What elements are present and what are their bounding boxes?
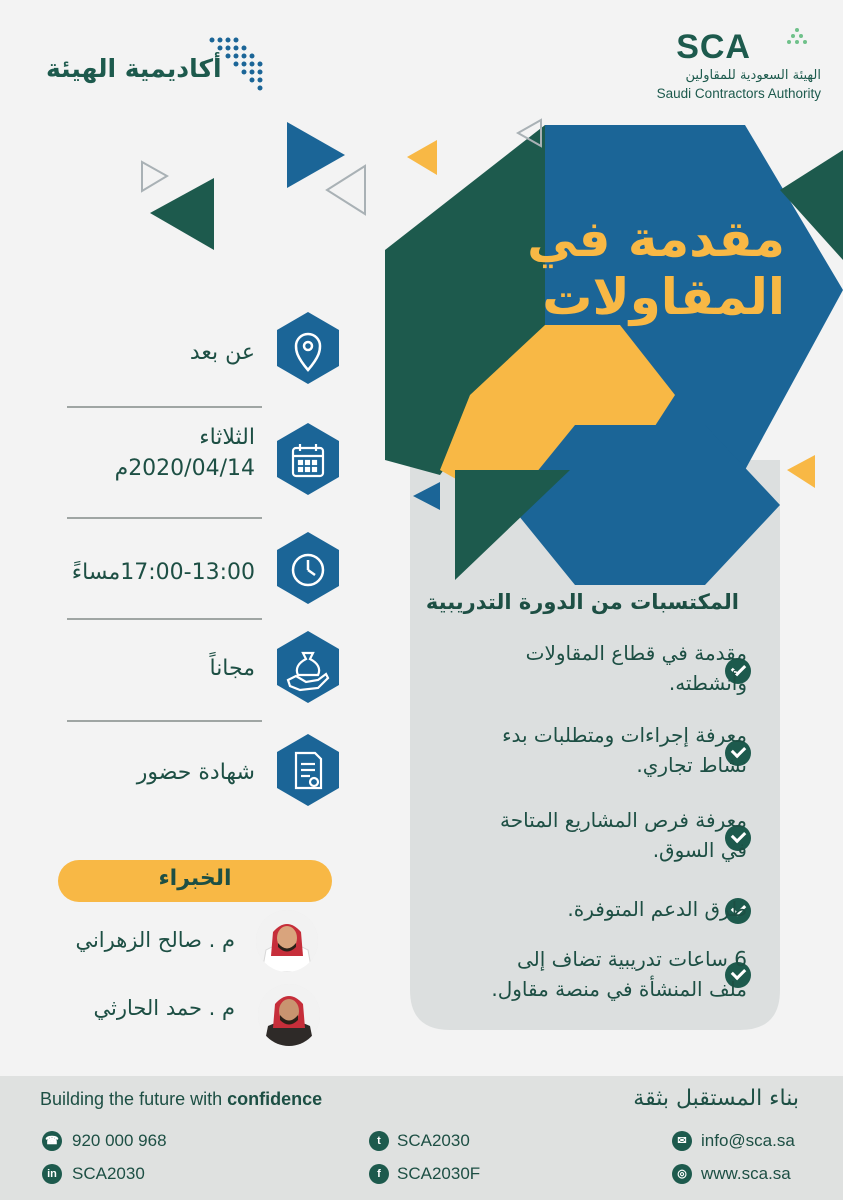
course-title-line1: مقدمة في [527,210,785,268]
course-title-line2: المقاولات [542,268,785,326]
gain-item: معرفة إجراءات ومتطلبات بدء نشاط تجاري. [502,723,747,777]
certificate-text: شهادة حضور [136,760,255,785]
time-text: 17:00-13:00مساءً [71,560,255,585]
location-text: عن بعد [189,340,255,365]
sca-dots-icon [753,24,813,64]
day-text: الثلاثاء [199,425,255,450]
divider [67,517,262,519]
avatar [256,910,318,972]
phone-text: 920 000 968 [72,1131,167,1150]
academy-logo [40,32,270,102]
twitter-text[interactable]: SCA2030 [397,1131,470,1150]
linkedin-text[interactable]: SCA2030 [72,1164,145,1183]
avatar [258,984,320,1046]
experts-pill [58,860,332,902]
academy-name: أكاديمية الهيئة [46,54,222,83]
sca-name-ar: الهيئة السعودية للمقاولين [685,68,821,83]
expert-name: م . حمد الحارثي [93,996,235,1020]
twitter-icon: t [369,1131,389,1151]
expert-name: م . صالح الزهراني [75,928,235,952]
green-triangle-top [150,178,214,250]
info-hexagons [277,312,339,806]
email-icon: ✉ [672,1131,692,1151]
divider [67,406,262,408]
gain-item: 6 ساعات تدريبية تضاف إلى ملف المنشأة في منصة مقاول. [491,947,747,1001]
price-text: مجاناً [209,656,255,681]
yellow-triangle-small [787,455,815,488]
gain-item: معرفة فرص المشاريع المتاحة في السوق. [500,808,747,862]
gain-item: مقدمة في قطاع المقاولات وأنشطته. [525,641,747,695]
outline-triangle-3 [142,162,167,191]
sca-name-en: Saudi Contractors Authority [656,86,821,101]
gain-item: طرق الدعم المتوفرة. [567,897,747,921]
experts-label: الخبراء [158,866,232,891]
slogan-ar: بناء المستقبل بثقة [633,1086,799,1111]
divider [67,618,262,620]
facebook-icon: f [369,1164,389,1184]
website-text[interactable]: www.sca.sa [701,1164,791,1183]
linkedin-icon: in [42,1164,62,1184]
gains-heading: المكتسبات من الدورة التدريبية [425,590,739,614]
blue-triangle-top [287,122,345,188]
sca-logo [611,24,821,104]
email-text[interactable]: info@sca.sa [701,1131,795,1150]
course-title [485,210,785,326]
divider [67,720,262,722]
phone-icon: ☎ [42,1131,62,1151]
yellow-triangle-top [407,140,437,175]
facebook-text[interactable]: SCA2030F [397,1164,481,1183]
date-text: 2020/04/14م [114,456,255,481]
sca-abbr: SCA [676,28,751,66]
globe-icon: ◎ [672,1164,692,1184]
outline-triangle-2 [327,166,365,214]
slogan-en: Building the future with confidence [40,1089,323,1109]
